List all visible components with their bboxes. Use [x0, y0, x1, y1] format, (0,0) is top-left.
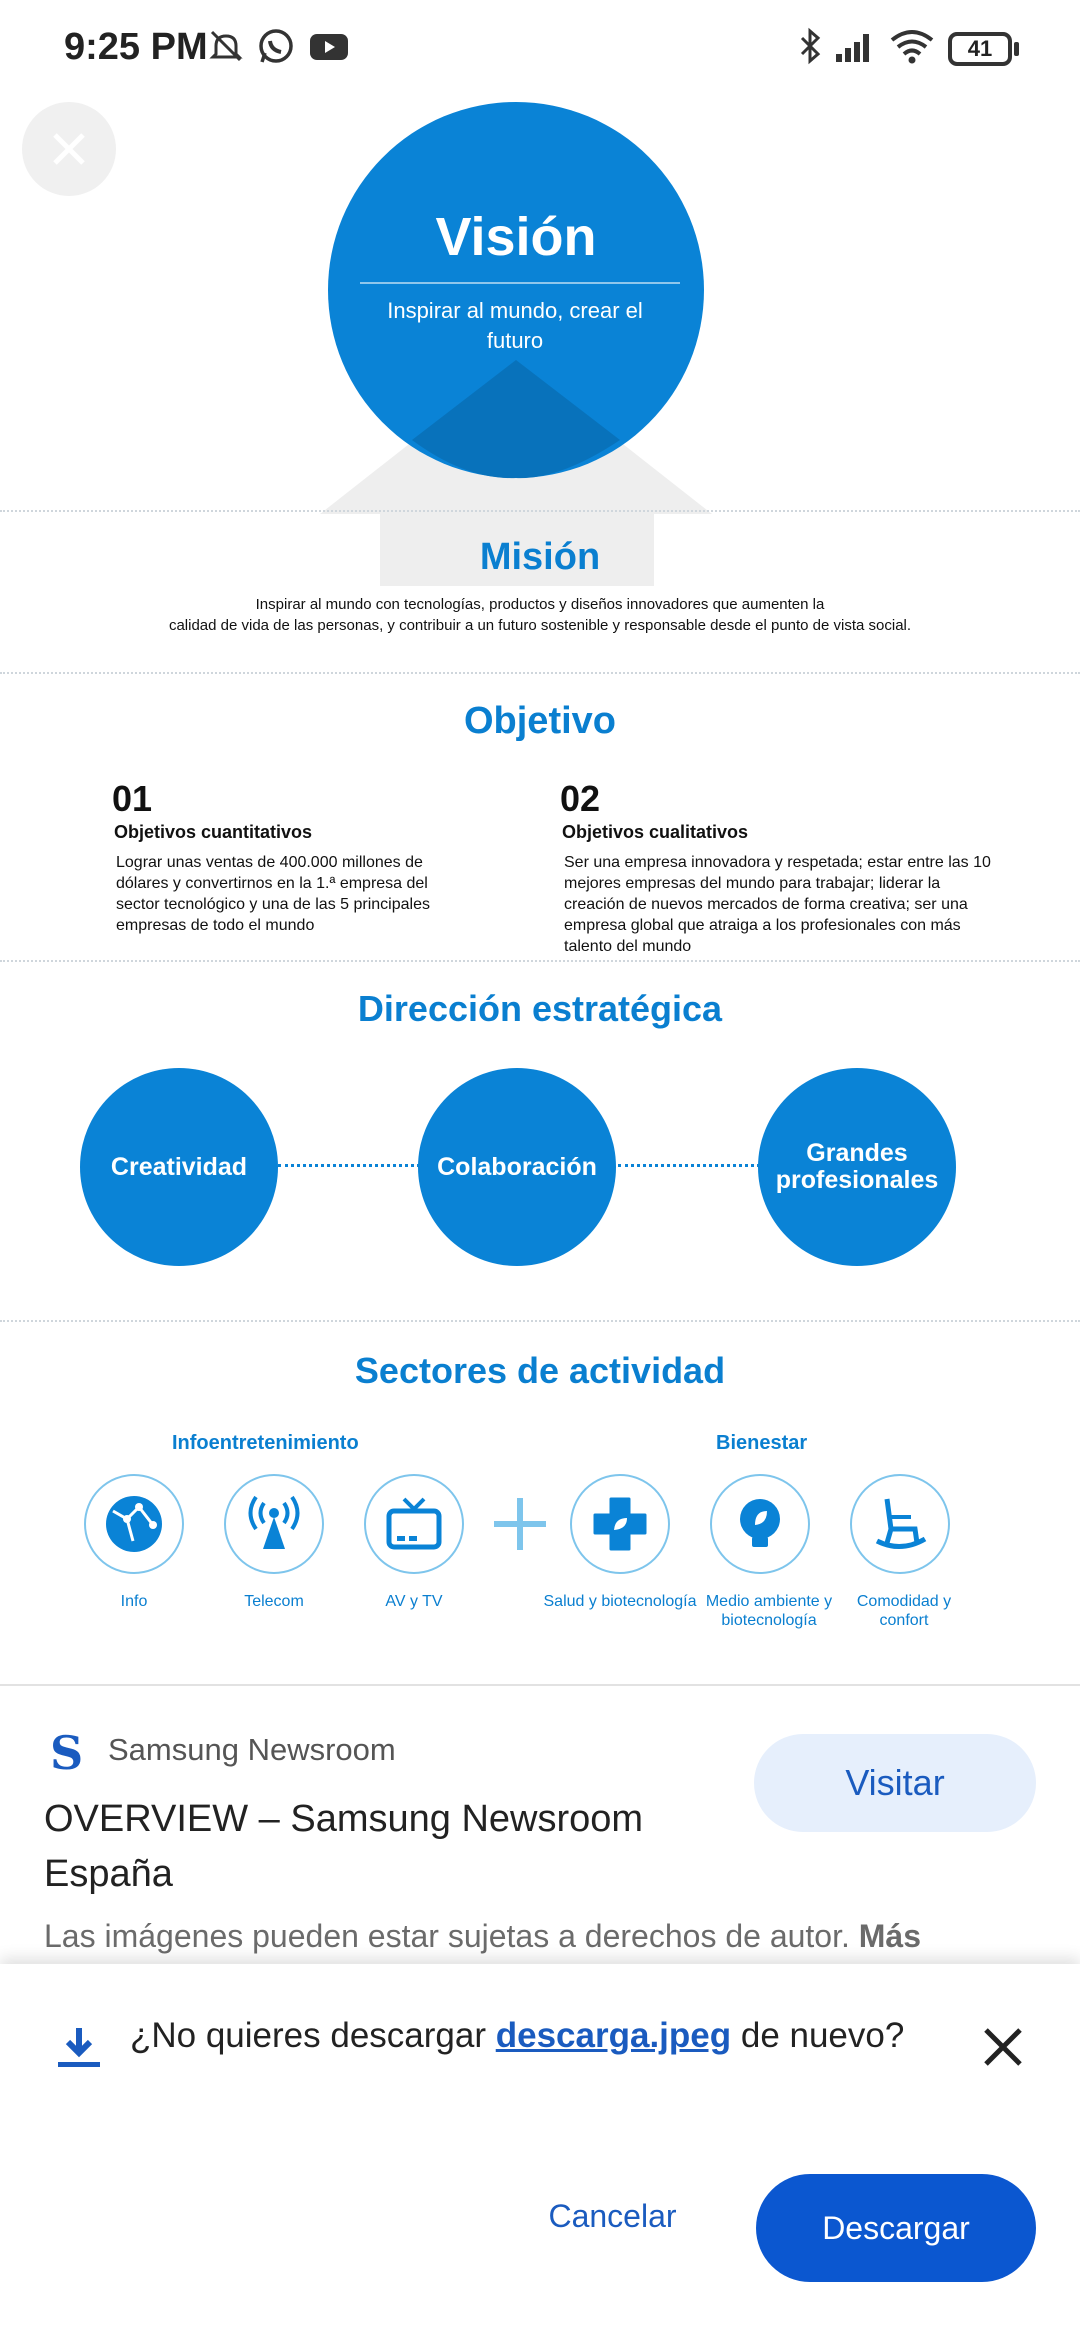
- sector-medio-ambiente: [710, 1474, 810, 1574]
- copyright-notice: [44, 1918, 1054, 1955]
- tv-icon: [379, 1489, 449, 1559]
- download-dialog: [0, 1964, 1080, 2340]
- divider: [0, 510, 1080, 512]
- download-message: [130, 2016, 904, 2056]
- divider: [0, 1320, 1080, 1322]
- mission-title: Misión: [479, 536, 601, 578]
- mission-text: [90, 594, 990, 636]
- vision-title: Visión: [435, 207, 597, 267]
- status-time: 9:25 PM: [64, 26, 208, 68]
- sector-av-tv: [364, 1474, 464, 1574]
- vision-text: Inspirar al mundo, crear el futuro: [387, 298, 643, 353]
- download-filename-link[interactable]: descarga.jpeg: [495, 2016, 732, 2055]
- sector-comodidad: [850, 1474, 950, 1574]
- direction-grandes-profesionales: Grandes profesionales: [758, 1068, 956, 1266]
- page-title[interactable]: OVERVIEW – Samsung Newsroom España: [44, 1798, 644, 1895]
- mission-line-1: Inspirar al mundo con tecnologías, productos y diseños innovadores que aumenten la: [255, 596, 825, 613]
- direction-connector: [618, 1164, 766, 1167]
- globe-icon: [99, 1489, 169, 1559]
- objective-1-text: Lograr unas ventas de 400.000 millones de dólares y convertirnos en la 1.ª empresa del sector tecnológico y una de las 5 principales empresas de todo el mundo: [116, 854, 430, 934]
- vision-divider: [360, 282, 680, 284]
- objective-2-number: 02: [560, 778, 601, 819]
- group-infoentretenimiento: Infoentretenimiento: [172, 1432, 359, 1454]
- more-link[interactable]: Más: [858, 1918, 922, 1954]
- lightbulb-leaf-icon: [725, 1489, 795, 1559]
- sector-telecom: [224, 1474, 324, 1574]
- sector-salud: [570, 1474, 670, 1574]
- plus-icon: [492, 1496, 548, 1552]
- visit-button[interactable]: Visitar: [754, 1734, 1036, 1832]
- direction-colaboracion: Colaboración: [418, 1068, 616, 1266]
- sector-label: Medio ambiente y biotecnología: [705, 1593, 833, 1629]
- objective-1-heading: Objetivos cuantitativos: [114, 822, 313, 842]
- copyright-text: Las imágenes pueden estar sujetas a derechos de autor.: [44, 1918, 850, 1954]
- close-dialog-icon[interactable]: [980, 2024, 1026, 2070]
- group-bienestar: Bienestar: [716, 1432, 808, 1454]
- objective-1-number: 01: [112, 778, 153, 819]
- download-message-suffix: de nuevo?: [731, 2016, 905, 2055]
- source-sheet: [0, 1684, 1080, 1974]
- download-icon: [56, 2024, 102, 2070]
- divider: [0, 960, 1080, 962]
- direction-creatividad: Creatividad: [80, 1068, 278, 1266]
- objective-title: Objetivo: [463, 700, 617, 742]
- antenna-icon: [239, 1489, 309, 1559]
- download-message-prefix: ¿No quieres descargar: [130, 2016, 496, 2055]
- direction-title: Dirección estratégica: [357, 988, 723, 1029]
- rocking-chair-icon: [865, 1489, 935, 1559]
- sector-label: Salud y biotecnología: [543, 1593, 697, 1610]
- sector-info: [84, 1474, 184, 1574]
- samsung-logo-icon: S: [50, 1726, 84, 1780]
- download-button[interactable]: Descargar: [756, 2174, 1036, 2282]
- objective-2-heading: Objetivos cualitativos: [562, 822, 749, 842]
- health-cross-icon: [585, 1489, 655, 1559]
- sector-label: Telecom: [244, 1593, 304, 1610]
- direction-connector: [278, 1164, 426, 1167]
- sector-label: AV y TV: [385, 1593, 443, 1610]
- divider: [0, 672, 1080, 674]
- mission-line-2: calidad de vida de las personas, y contribuir a un futuro sostenible y responsable desde el punto de vista social.: [168, 617, 912, 634]
- sector-label: Info: [120, 1593, 148, 1610]
- sectors-title: Sectores de actividad: [354, 1350, 726, 1391]
- battery-icon: 41: [948, 32, 1012, 66]
- sector-label: Comodidad y confort: [856, 1593, 952, 1629]
- cancel-button[interactable]: Cancelar: [548, 2197, 677, 2234]
- objective-2-text: Ser una empresa innovadora y respetada; estar entre las 10 mejores empresas del mundo para trabajar; liderar la creación de nuevos mercados de forma creativa; ser una empresa global que atraiga a los profesionales con más talento del mundo: [564, 854, 991, 955]
- source-name: Samsung Newsroom: [108, 1732, 396, 1767]
